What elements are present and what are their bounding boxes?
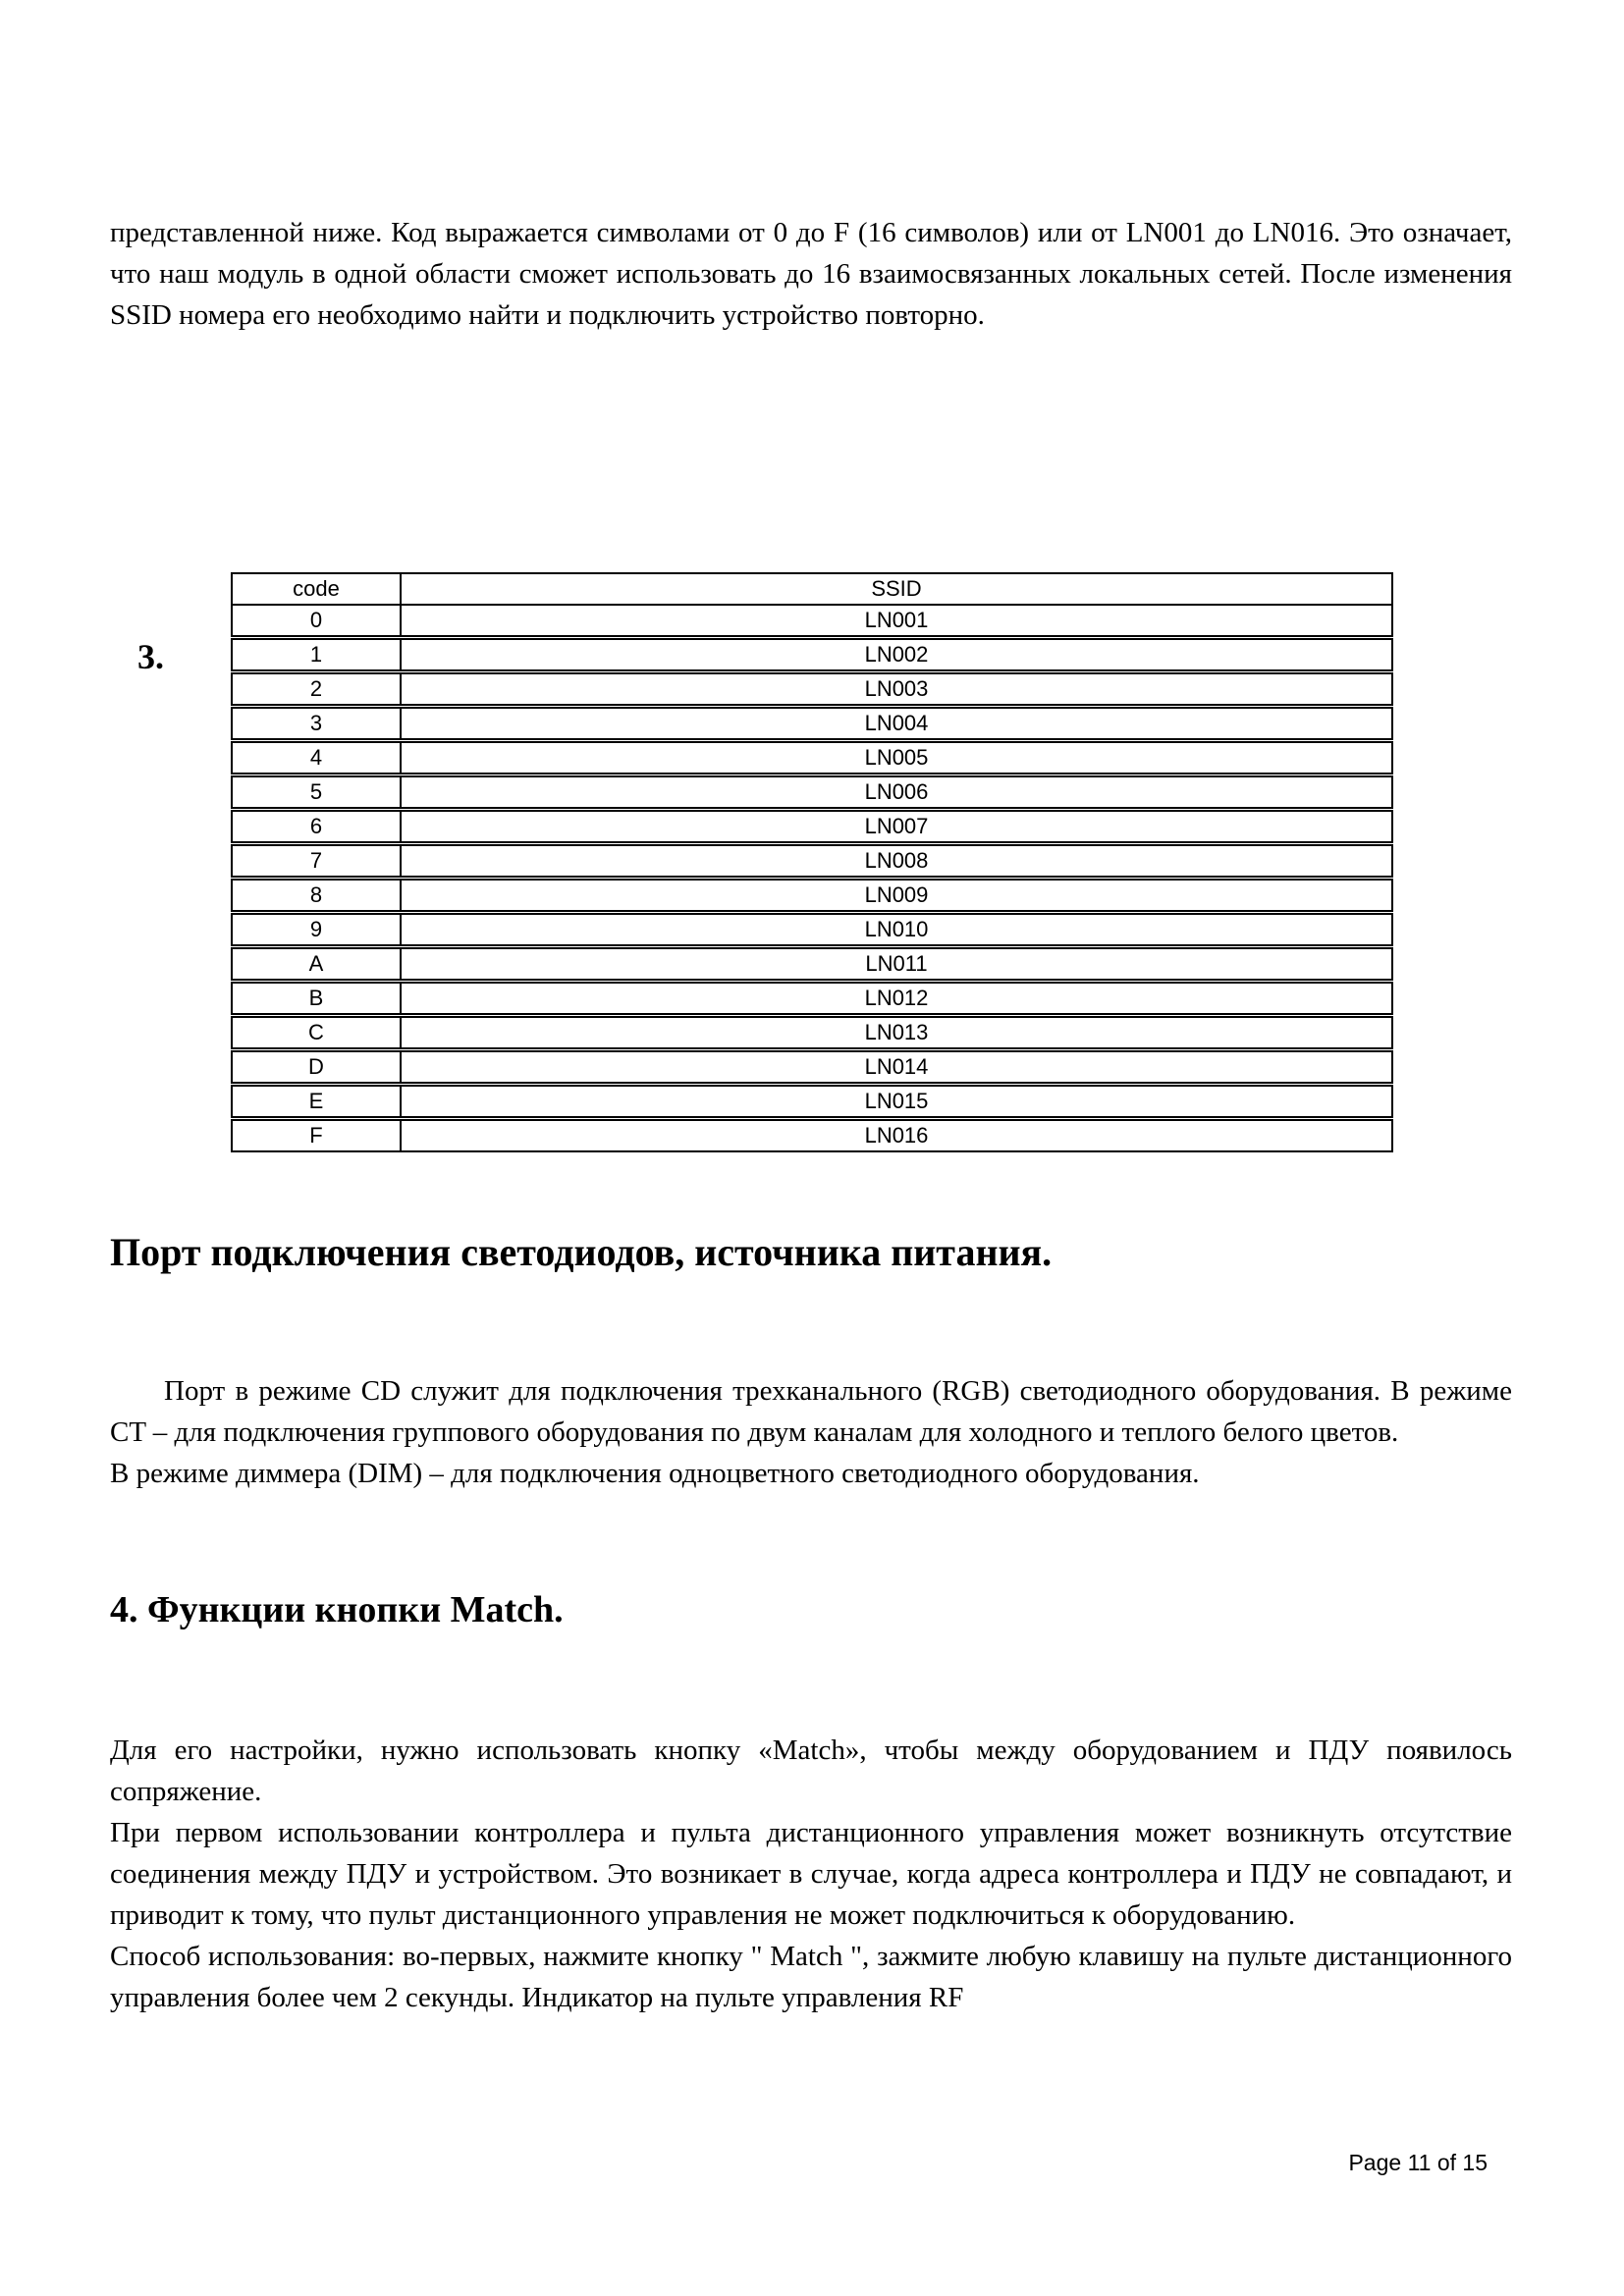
table-cell-ssid: LN002 bbox=[401, 638, 1392, 672]
table-cell-ssid: LN003 bbox=[401, 672, 1392, 707]
match-paragraph-3: Способ использования: во-первых, нажмите кнопку " Match ", зажмите любую клавишу на пульте дистанционного управления более чем 2 секунды. Индикатор на пульте управления RF bbox=[110, 1941, 1512, 2013]
page-number: Page 11 of 15 bbox=[1348, 2150, 1488, 2175]
match-paragraph-2: При первом использовании контроллера и пульта дистанционного управления может возникнуть отсутствие соединения между ПДУ и устройством. Это возникает в случае, когда адреса контроллера и ПДУ не совпадают, и приводит к тому, что пульт дистанционного управления не может подключиться к оборудованию. bbox=[110, 1817, 1512, 1931]
table-cell-ssid: LN009 bbox=[401, 879, 1392, 913]
table-row bbox=[232, 913, 1392, 947]
table-row bbox=[232, 707, 1392, 741]
table-cell-ssid: LN011 bbox=[401, 947, 1392, 982]
ssid-table-body bbox=[232, 605, 1392, 1151]
table-cell-code: 5 bbox=[232, 775, 401, 810]
table-cell-ssid: LN013 bbox=[401, 1016, 1392, 1050]
table-cell-code: 6 bbox=[232, 810, 401, 844]
ssid-table bbox=[231, 572, 1393, 1152]
table-cell-code: 1 bbox=[232, 638, 401, 672]
table-cell-ssid: LN001 bbox=[401, 605, 1392, 638]
port-paragraph-1: Порт в режиме CD служит для подключения трехканального (RGB) светодиодного оборудования. В режиме CT – для подключения группового оборудования по двум каналам для холодного и теплого белого цветов. bbox=[110, 1375, 1512, 1448]
table-row bbox=[232, 1016, 1392, 1050]
table-cell-code: 3 bbox=[232, 707, 401, 741]
table-row bbox=[232, 741, 1392, 775]
table-row bbox=[232, 638, 1392, 672]
match-paragraphs bbox=[110, 1730, 1512, 2018]
port-paragraph-2: В режиме диммера (DIM) – для подключения одноцветного светодиодного оборудования. bbox=[110, 1458, 1200, 1489]
table-row bbox=[232, 947, 1392, 982]
table-cell-code: B bbox=[232, 982, 401, 1016]
table-cell-ssid: LN010 bbox=[401, 913, 1392, 947]
table-cell-code: F bbox=[232, 1119, 401, 1152]
intro-paragraph: представленной ниже. Код выражается символами от 0 до F (16 символов) или от LN001 до LN016. Это означает, что наш модуль в одной области сможет использовать до 16 взаимосвязанных локальных сетей. После изменения SSID номера его необходимо найти и подключить устройство повторно. bbox=[110, 217, 1512, 331]
table-cell-ssid: LN012 bbox=[401, 982, 1392, 1016]
heading-port: Порт подключения светодиодов, источника питания. bbox=[110, 1230, 1053, 1274]
table-cell-code: C bbox=[232, 1016, 401, 1050]
table-cell-ssid: LN015 bbox=[401, 1085, 1392, 1119]
table-cell-ssid: LN005 bbox=[401, 741, 1392, 775]
table-row bbox=[232, 1085, 1392, 1119]
table-cell-ssid: LN006 bbox=[401, 775, 1392, 810]
table-row bbox=[232, 1050, 1392, 1085]
table-row bbox=[232, 810, 1392, 844]
table-cell-code: D bbox=[232, 1050, 401, 1085]
table-cell-code: 0 bbox=[232, 605, 401, 638]
table-row bbox=[232, 605, 1392, 638]
table-cell-ssid: LN004 bbox=[401, 707, 1392, 741]
table-cell-ssid: LN014 bbox=[401, 1050, 1392, 1085]
table-cell-code: 4 bbox=[232, 741, 401, 775]
heading-match: 4. Функции кнопки Match. bbox=[110, 1589, 564, 1630]
table-cell-code: A bbox=[232, 947, 401, 982]
match-paragraph-1: Для его настройки, нужно использовать кнопку «Match», чтобы между оборудованием и ПДУ появилось сопряжение. bbox=[110, 1735, 1512, 1807]
table-header-ssid: SSID bbox=[401, 573, 1392, 605]
table-cell-code: 8 bbox=[232, 879, 401, 913]
table-row bbox=[232, 672, 1392, 707]
table-row bbox=[232, 1119, 1392, 1152]
table-cell-ssid: LN016 bbox=[401, 1119, 1392, 1152]
table-cell-code: 2 bbox=[232, 672, 401, 707]
table-row bbox=[232, 775, 1392, 810]
port-paragraphs bbox=[110, 1370, 1512, 1494]
table-cell-code: E bbox=[232, 1085, 401, 1119]
table-row bbox=[232, 982, 1392, 1016]
table-header-code: code bbox=[232, 573, 401, 605]
table-row bbox=[232, 879, 1392, 913]
table-cell-ssid: LN007 bbox=[401, 810, 1392, 844]
table-row bbox=[232, 844, 1392, 879]
table-cell-code: 7 bbox=[232, 844, 401, 879]
table-cell-ssid: LN008 bbox=[401, 844, 1392, 879]
table-cell-code: 9 bbox=[232, 913, 401, 947]
list-item-number: 3. bbox=[137, 637, 164, 676]
table-header-row bbox=[232, 573, 1392, 605]
